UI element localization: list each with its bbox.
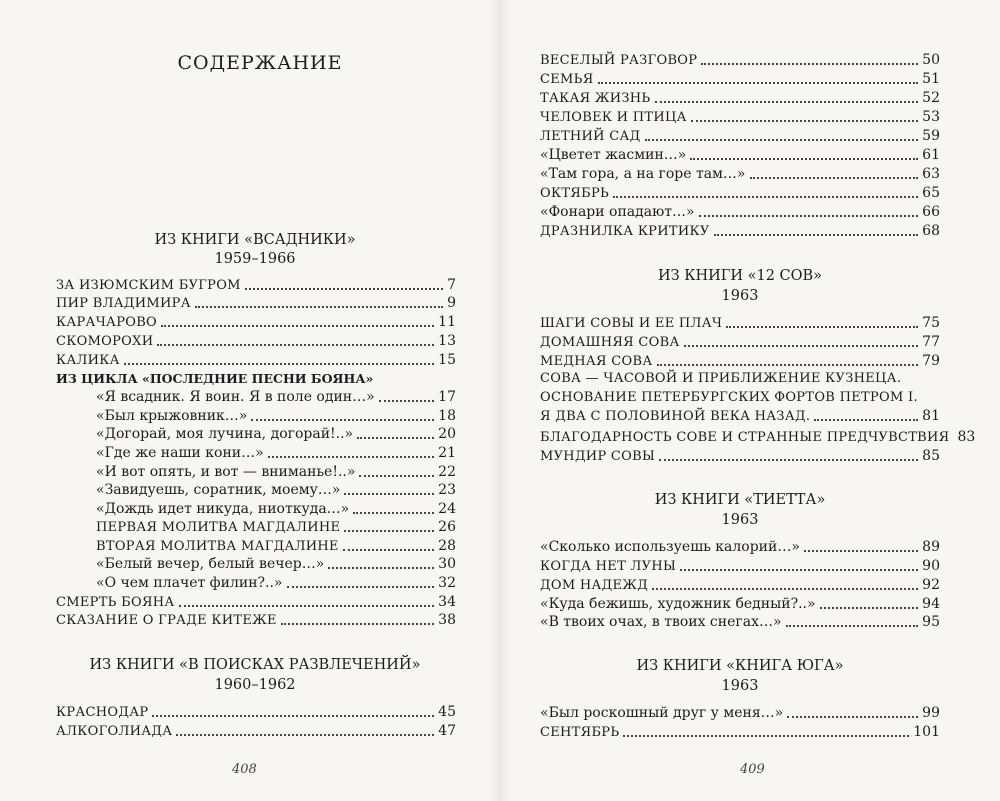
toc-entry[interactable]: ДОМАШНЯЯ СОВА 77 bbox=[540, 334, 940, 350]
toc-entry[interactable]: ВТОРАЯ МОЛИТВА МАГДАЛИНЕ 28 bbox=[96, 538, 456, 554]
toc-entry[interactable]: «Дождь идет никуда, ниоткуда…» 24 bbox=[96, 501, 456, 517]
toc-cycle-heading: ИЗ ЦИКЛА «ПОСЛЕДНИЕ ПЕСНИ БОЯНА» bbox=[56, 371, 374, 386]
toc-entry[interactable]: КОГДА НЕТ ЛУНЫ 90 bbox=[540, 558, 940, 574]
toc-entry[interactable]: «Где же наши кони…» 21 bbox=[96, 445, 456, 461]
toc-entry[interactable]: СМЕРТЬ БОЯНА 34 bbox=[56, 594, 456, 610]
toc-entry[interactable]: КАЛИКА 15 bbox=[56, 352, 456, 368]
toc-entry[interactable]: «И вот опять, и вот — вниманье!..» 22 bbox=[96, 464, 456, 480]
toc-entry[interactable]: ЗА ИЗЮМСКИМ БУГРОМ 7 bbox=[56, 277, 456, 293]
toc-entry[interactable]: БЛАГОДАРНОСТЬ СОВЕ И СТРАННЫЕ ПРЕДЧУВСТВИЯ 83 bbox=[540, 429, 976, 445]
toc-entry-line: ОСНОВАНИЕ ПЕТЕРБУРГСКИХ ФОРТОВ ПЕТРОМ I. bbox=[540, 390, 918, 405]
section-years: 1963 bbox=[721, 512, 759, 528]
toc-entry[interactable]: СКОМОРОХИ 13 bbox=[56, 333, 456, 349]
toc-entry[interactable]: «Я всадник. Я воин. Я в поле один…» 17 bbox=[96, 389, 456, 405]
toc-entry[interactable]: «Догорай, моя лучина, догорай!..» 20 bbox=[96, 426, 456, 442]
toc-entry[interactable]: «В твоих очах, в твоих снегах…» 95 bbox=[540, 614, 940, 630]
toc-entry[interactable]: КРАСНОДАР 45 bbox=[56, 704, 456, 720]
toc-entry[interactable]: ВЕСЕЛЫЙ РАЗГОВОР 50 bbox=[540, 52, 940, 68]
toc-entry[interactable]: ПЕРВАЯ МОЛИТВА МАГДАЛИНЕ 26 bbox=[96, 519, 456, 535]
toc-entry[interactable]: «Там гора, а на горе там…» 63 bbox=[540, 166, 940, 182]
toc-entry[interactable]: «Был крыжовник…» 18 bbox=[96, 408, 456, 424]
toc-entry[interactable]: МЕДНАЯ СОВА 79 bbox=[540, 353, 940, 369]
toc-entry[interactable]: ЛЕТНИЙ САД 59 bbox=[540, 128, 940, 144]
contents-title: СОДЕРЖАНИЕ bbox=[177, 52, 343, 74]
toc-entry[interactable]: «Белый вечер, белый вечер…» 30 bbox=[96, 556, 456, 572]
section-heading: ИЗ КНИГИ «ВСАДНИКИ» bbox=[154, 232, 356, 248]
page-number: 408 bbox=[232, 762, 257, 777]
toc-entry[interactable]: «Сколько используешь калорий…» 89 bbox=[540, 539, 940, 555]
section-heading: ИЗ КНИГИ «ТИЕТТА» bbox=[654, 492, 826, 508]
toc-entry[interactable]: ПИР ВЛАДИМИРА 9 bbox=[56, 295, 456, 311]
toc-entry[interactable]: КАРАЧАРОВО 11 bbox=[56, 314, 456, 330]
toc-entry[interactable]: «Цветет жасмин…» 61 bbox=[540, 147, 940, 163]
toc-entry[interactable]: СЕНТЯБРЬ 101 bbox=[540, 724, 940, 740]
toc-entry[interactable]: ОКТЯБРЬ 65 bbox=[540, 185, 940, 201]
page-number: 409 bbox=[740, 762, 765, 777]
toc-entry[interactable]: ЧЕЛОВЕК И ПТИЦА 53 bbox=[540, 109, 940, 125]
section-heading: ИЗ КНИГИ «12 СОВ» bbox=[657, 268, 823, 284]
toc-entry[interactable]: ДОМ НАДЕЖД 92 bbox=[540, 577, 940, 593]
section-heading: ИЗ КНИГИ «КНИГА ЮГА» bbox=[636, 658, 844, 674]
toc-entry-line: СОВА — ЧАСОВОЙ И ПРИБЛИЖЕНИЕ КУЗНЕЦА. bbox=[540, 371, 902, 386]
section-years: 1960–1962 bbox=[214, 677, 296, 693]
section-heading: ИЗ КНИГИ «В ПОИСКАХ РАЗВЛЕЧЕНИЙ» bbox=[89, 657, 421, 673]
toc-entry[interactable]: «Фонари опадают…» 66 bbox=[540, 204, 940, 220]
toc-entry[interactable]: АЛКОГОЛИАДА 47 bbox=[56, 723, 456, 739]
page-right bbox=[500, 0, 1000, 801]
toc-entry[interactable]: ШАГИ СОВЫ И ЕЕ ПЛАЧ 75 bbox=[540, 315, 940, 331]
toc-entry[interactable]: «Куда бежишь, художник бедный?..» 94 bbox=[540, 596, 940, 612]
toc-entry[interactable]: «Был роскошный друг у меня…» 99 bbox=[540, 705, 940, 721]
toc-entry[interactable]: СКАЗАНИЕ О ГРАДЕ КИТЕЖЕ 38 bbox=[56, 612, 456, 628]
toc-entry[interactable]: «Завидуешь, соратник, моему…» 23 bbox=[96, 482, 456, 498]
section-years: 1963 bbox=[721, 288, 759, 304]
toc-entry[interactable]: «О чем плачет филин?..» 32 bbox=[96, 575, 456, 591]
toc-entry[interactable]: МУНДИР СОВЫ 85 bbox=[540, 448, 940, 464]
toc-entry[interactable]: ДРАЗНИЛКА КРИТИКУ 68 bbox=[540, 223, 940, 239]
section-years: 1959–1966 bbox=[214, 251, 296, 267]
toc-entry[interactable]: Я ДВА С ПОЛОВИНОЙ ВЕКА НАЗАД. 81 bbox=[540, 408, 940, 424]
section-years: 1963 bbox=[721, 678, 759, 694]
toc-entry[interactable]: ТАКАЯ ЖИЗНЬ 52 bbox=[540, 90, 940, 106]
toc-entry[interactable]: СЕМЬЯ 51 bbox=[540, 71, 940, 87]
